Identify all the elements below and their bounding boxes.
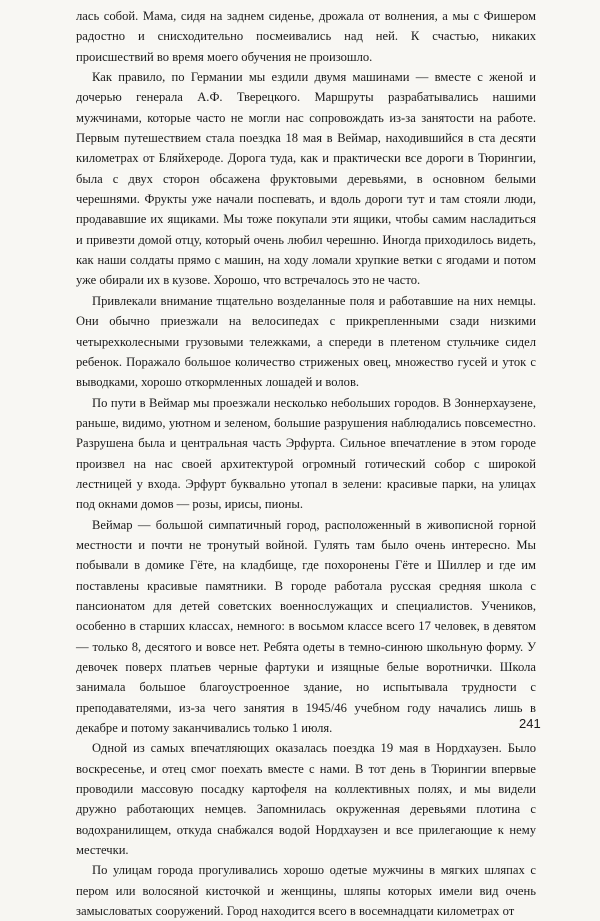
paragraph: Как правило, по Германии мы ездили двумя машинами — вместе с женой и дочерью генерала А.Ф. Тверецкого. Маршруты разрабатывались нашими мужчинами, которые часто не могли нас сопровождать из-за занятости на работе. Первым путешествием стала поездка 18 мая в Веймар, находившийся в ста десяти километрах от Бляйхероде. Дорога туда, как и практически все дороги в Тюрингии, была с двух сторон обсажена фруктовыми деревьями, в основном белыми черешнями. Фрукты уже начали поспевать, и вдоль дороги тут и там стояли люди, продававшие их ящиками. Мы тоже покупали эти ящики, чтобы самим насладиться и привезти домой отцу, который очень любил черешню. Иногда приходилось видеть, как наши солдаты прямо с машин, на ходу ломали хрупкие ветки с ягодами и потом уже обирали их в кузове. Хорошо, что встречалось это не часто.: [76, 70, 536, 288]
paragraph: Одной из самых впечатляющих оказалась поездка 19 мая в Нордхаузен. Было воскресенье, и отец смог поехать вместе с нами. В тот день в Тюрингии впервые проводили массовую посадку картофеля на коллективных полях, и мы видели дружно работающих немцев. Запомнилась окруженная деревьями плотина с водохранилищем, откуда снабжался водой Нордхаузен и все прилегающие к нему местечки.: [76, 741, 536, 858]
paragraph: По улицам города прогуливались хорошо одетые мужчины в мягких шляпах с пером или волосяной кисточкой и женщины, шляпы которых имели вид очень замысловатых сооружений. Город находится всего в восемнадцати километрах от: [76, 863, 536, 919]
page-number: 241: [519, 716, 541, 731]
paragraph: лась собой. Мама, сидя на заднем сиденье, дрожала от волнения, а мы с Фишером радостно и снисходительно посмеивались над ней. К счастью, никаких происшествий во время моего обучения не произошло.: [76, 9, 536, 64]
paragraph: По пути в Веймар мы проезжали несколько небольших городов. В Зоннерхаузене, раньше, видимо, уютном и зеленом, большие разрушения наблюдались повсеместно. Разрушена была и центральная часть Эрфурта. Сильное впечатление в этом городе произвел на нас своей архитектурой огромный готический собор с широкой лестницей у входа. Эрфурт буквально утопал в зелени: красивые парки, на улицах под окнами домов — розы, ирисы, пионы.: [76, 395, 536, 512]
body-text: [76, 6, 536, 921]
paragraph: Веймар — большой симпатичный город, расположенный в живописной горной местности и почти не тронутый войной. Гулять там было очень интересно. Мы побывали в домике Гёте, на кладбище, где похоронены Гёте и Шиллер и где им поставлены красивые памятники. В городе работала русская средняя школа с пансионатом для детей советских военнослужащих и специалистов. Учеников, особенно в старших классах, немного: в восьмом классе всего 17 человек, в девятом — только 8, десятого и вовсе нет. Ребята одеты в темно-синюю школьную форму. У девочек поверх платьев черные фартуки и изящные белые воротнички. Школа занимала большое благоустроенное здание, но испытывала трудности с преподавателями, из-за чего занятия в 1945/46 учебном году начались лишь в декабре и потому заканчивались только 1 июля.: [76, 517, 536, 736]
paragraph: Привлекали внимание тщательно возделанные поля и работавшие на них немцы. Они обычно приезжали на велосипедах с прикрепленными сзади низкими четырехколесными грузовыми тележками, а спереди в плетеном стульчике сидел ребенок. Поражало большое количество стриженых овец, множество гусей и уток с выводками, хорошо откормленных лошадей и волов.: [76, 293, 536, 390]
